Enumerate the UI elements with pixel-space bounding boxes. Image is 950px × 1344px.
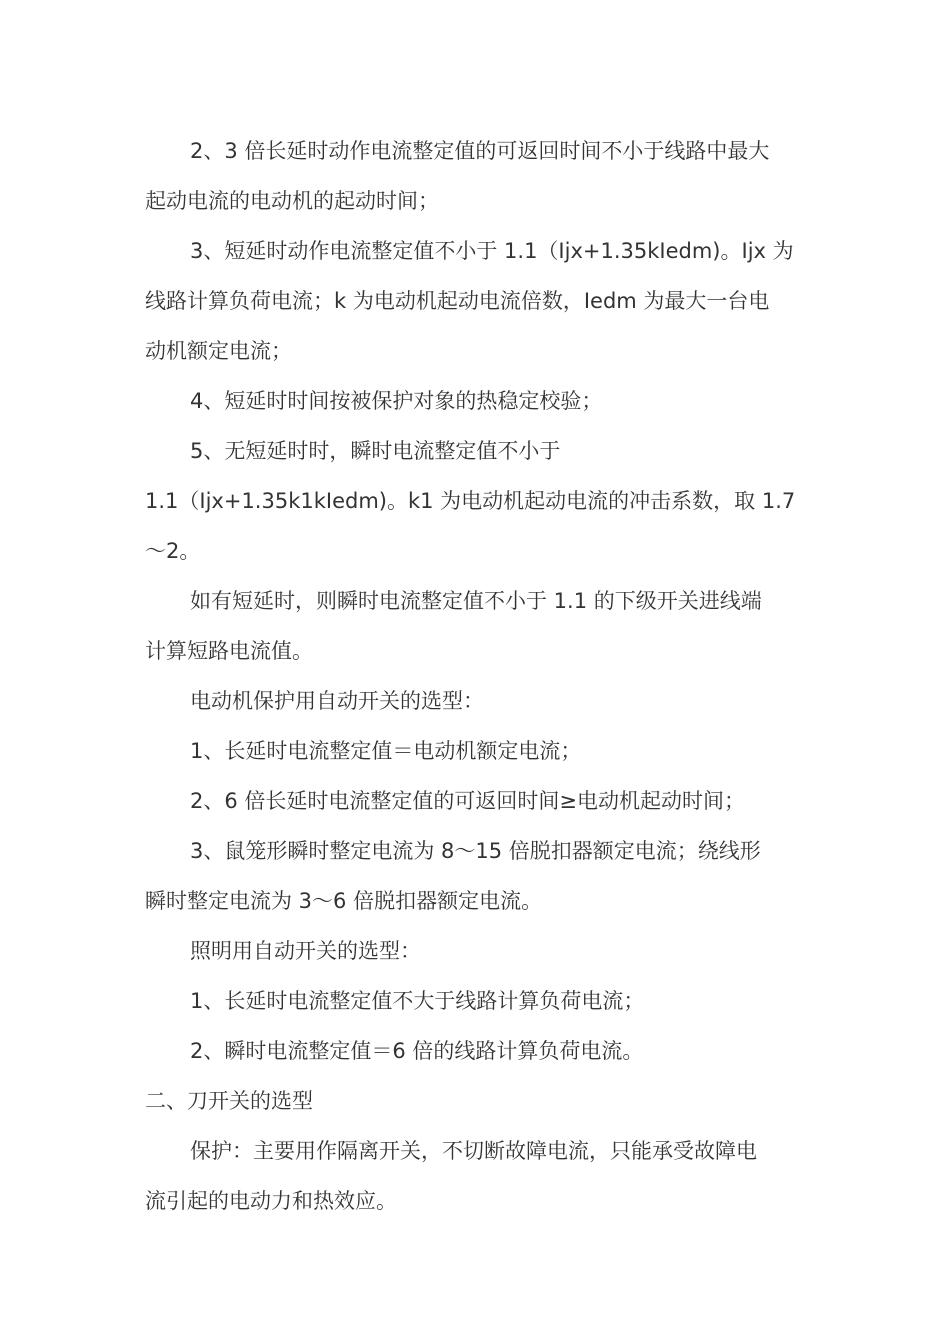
text-line: 如有短延时，则瞬时电流整定值不小于 1.1 的下级开关进线端	[190, 589, 762, 613]
text-line: 计算短路电流值。	[145, 639, 313, 663]
paragraph-motor-return-time	[145, 776, 810, 826]
text-line: 保护：主要用作隔离开关，不切断故障电流，只能承受故障电	[190, 1139, 757, 1163]
text-line: 瞬时整定电流为 3～6 倍脱扣器额定电流。	[145, 889, 543, 913]
text-line: 5、无短延时时，瞬时电流整定值不小于	[190, 439, 561, 463]
text-line: 1、长延时电流整定值＝电动机额定电流；	[190, 739, 582, 763]
paragraph-knife-switch-protection	[145, 1126, 810, 1226]
heading-motor-breaker-selection	[145, 676, 810, 726]
text-line: 起动电流的电动机的起动时间；	[145, 189, 439, 213]
heading-lighting-breaker-selection	[145, 926, 810, 976]
paragraph-short-delay-setting	[145, 226, 810, 376]
text-line: 电动机保护用自动开关的选型：	[190, 689, 484, 713]
text-line: 3、短延时动作电流整定值不小于 1.1（Ijx+1.35kIedm)。Ijx 为	[190, 239, 794, 263]
text-line: 动机额定电流；	[145, 339, 292, 363]
text-line: 2、瞬时电流整定值＝6 倍的线路计算负荷电流。	[190, 1039, 644, 1063]
section-heading-knife-switch	[145, 1076, 810, 1126]
text-line: 1、长延时电流整定值不大于线路计算负荷电流；	[190, 989, 645, 1013]
paragraph-motor-long-delay	[145, 726, 810, 776]
paragraph-long-delay-return-time	[145, 126, 810, 226]
paragraph-motor-instant-setting	[145, 826, 810, 926]
document-body	[145, 126, 810, 1226]
text-line: 线路计算负荷电流；k 为电动机起动电流倍数，Iedm 为最大一台电	[145, 289, 770, 313]
text-line: 流引起的电动力和热效应。	[145, 1189, 397, 1213]
paragraph-instant-setting-no-delay	[145, 426, 810, 576]
text-line: 2、3 倍长延时动作电流整定值的可返回时间不小于线路中最大	[190, 139, 770, 163]
text-line: 二、刀开关的选型	[145, 1089, 313, 1113]
paragraph-lighting-long-delay	[145, 976, 810, 1026]
paragraph-short-delay-time	[145, 376, 810, 426]
paragraph-lighting-instant-setting	[145, 1026, 810, 1076]
text-line: 3、鼠笼形瞬时整定电流为 8～15 倍脱扣器额定电流；绕线形	[190, 839, 761, 863]
text-line: 照明用自动开关的选型：	[190, 939, 421, 963]
paragraph-instant-setting-with-delay	[145, 576, 810, 676]
text-line: 2、6 倍长延时电流整定值的可返回时间≥电动机起动时间；	[190, 789, 745, 813]
text-line: ～2。	[145, 539, 201, 563]
text-line: 4、短延时时间按被保护对象的热稳定校验；	[190, 389, 603, 413]
text-line: 1.1（Ijx+1.35k1kIedm)。k1 为电动机起动电流的冲击系数，取 1.7	[145, 489, 796, 513]
